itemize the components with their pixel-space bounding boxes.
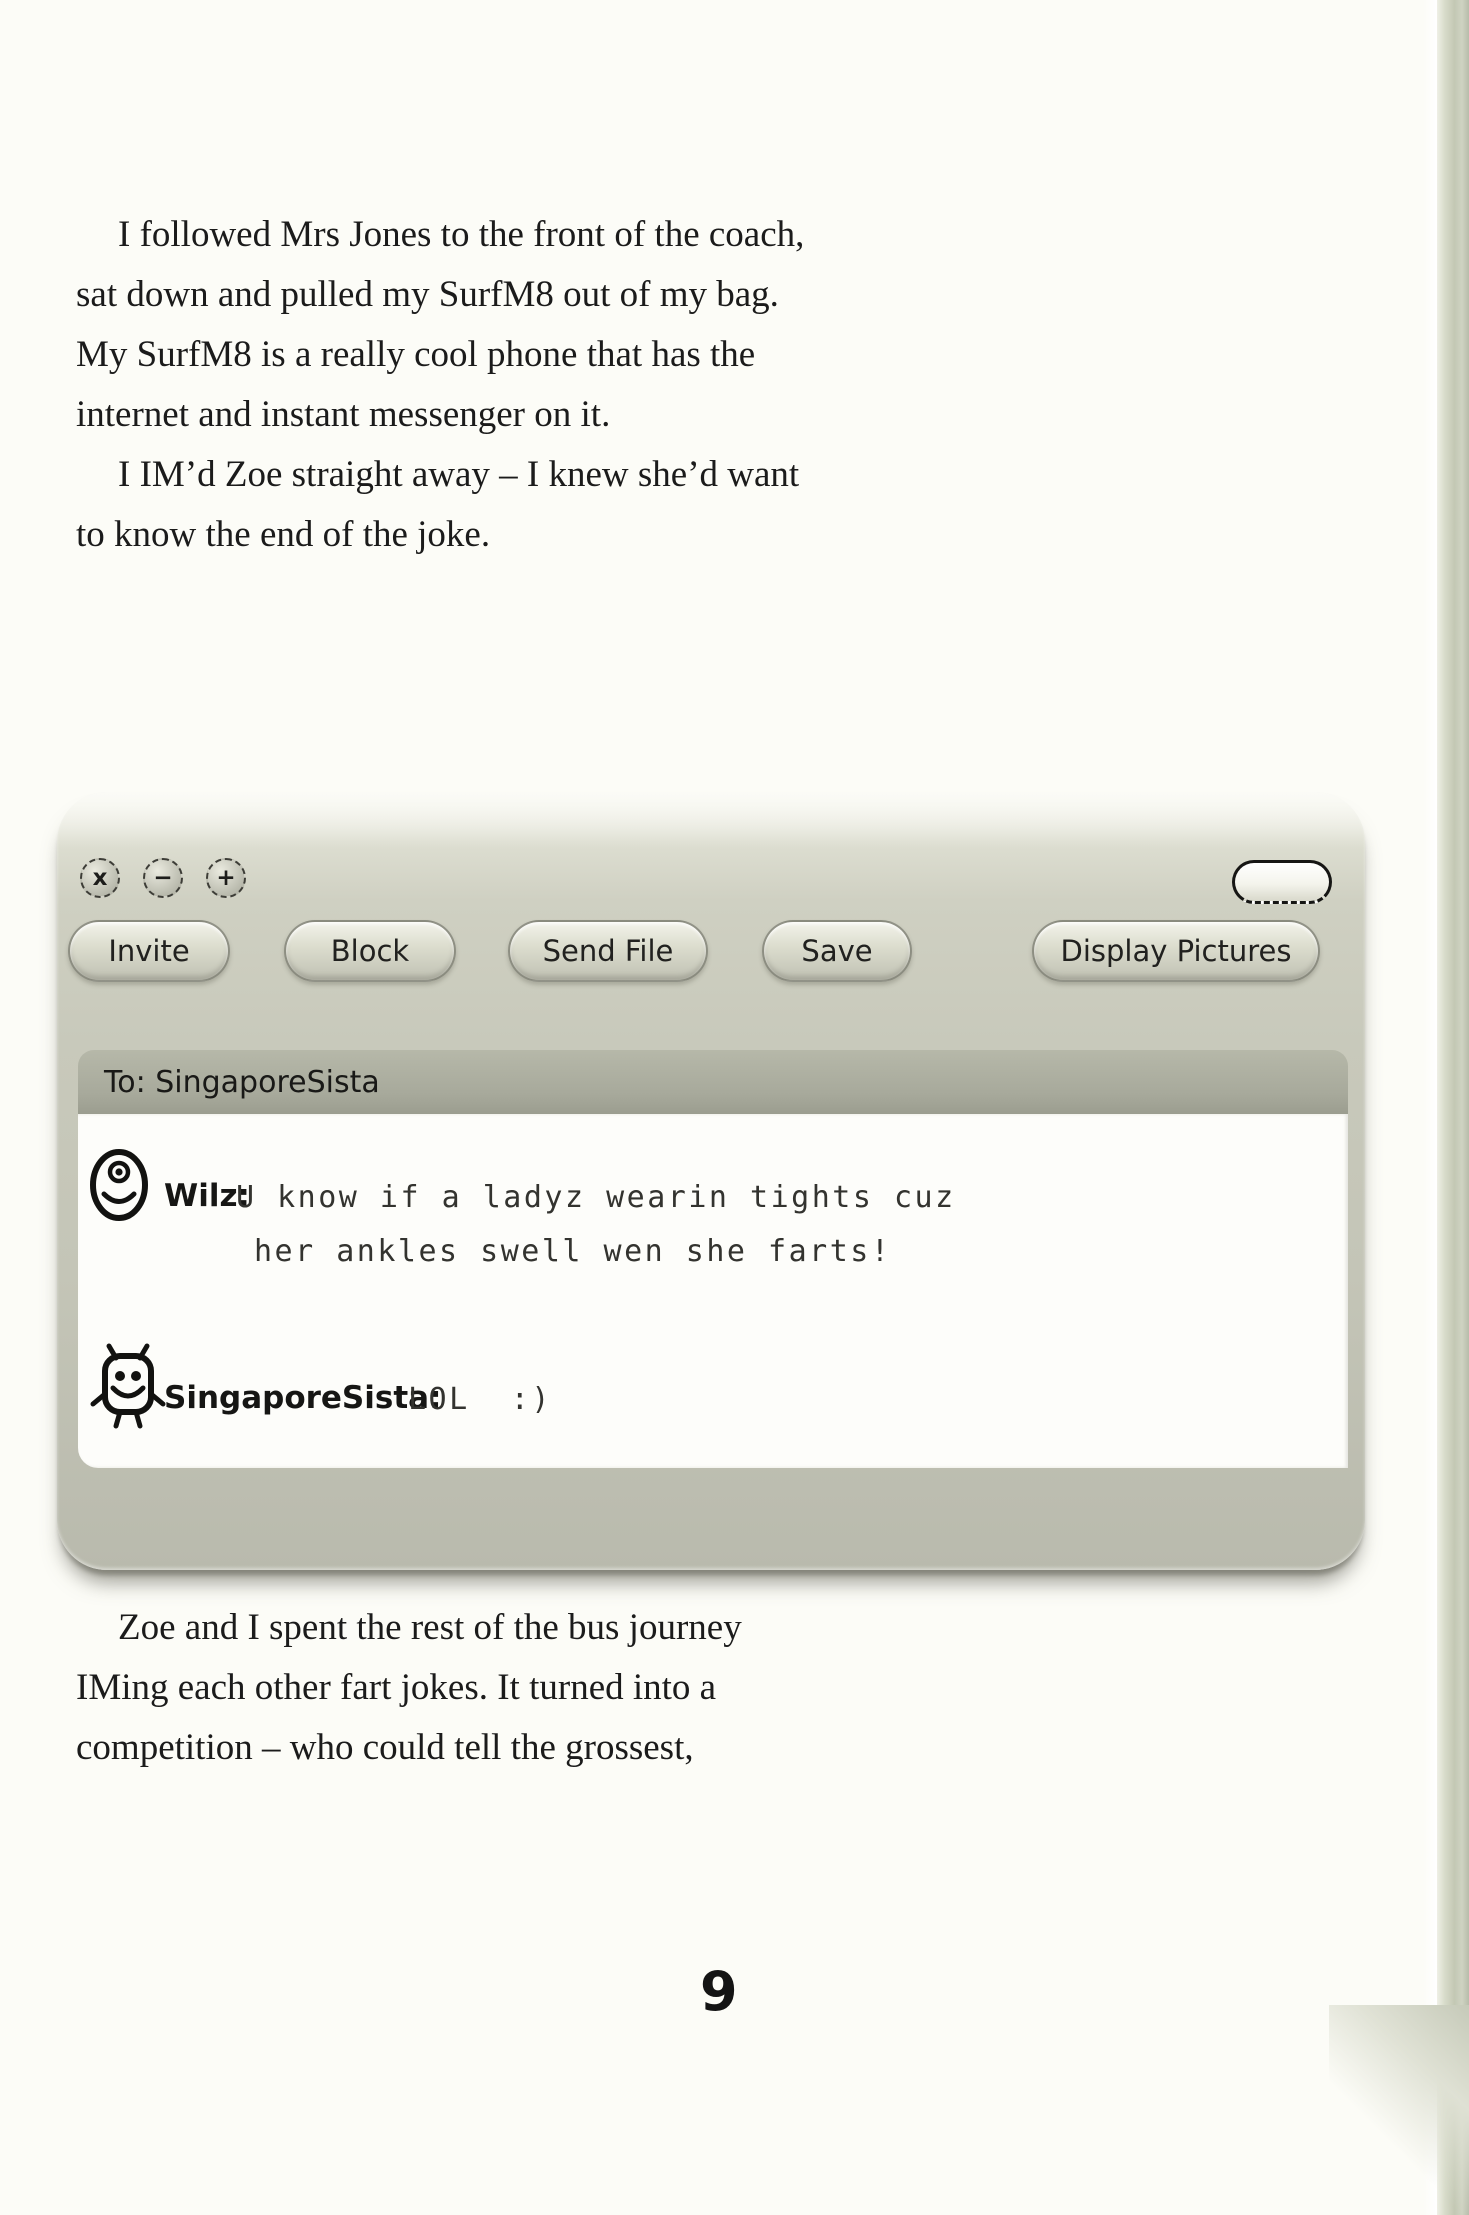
message-text: her ankles swell wen she farts! xyxy=(254,1234,892,1269)
send-file-button[interactable]: Send File xyxy=(508,920,708,982)
maximize-icon: + xyxy=(216,864,236,891)
message-sender: Wilz: xyxy=(164,1178,250,1214)
recipient-label: To: SingaporeSista xyxy=(104,1064,380,1100)
message-text: U know if a ladyz wearin tights cuz xyxy=(236,1180,956,1215)
close-icon: x xyxy=(92,864,108,891)
chat-box xyxy=(78,1050,1348,1468)
page-edge-shadow xyxy=(1437,0,1469,2215)
close-button[interactable] xyxy=(80,858,120,898)
page-edge-highlight xyxy=(1423,0,1437,2215)
block-button[interactable]: Block xyxy=(284,920,456,982)
cyclops-smiley-icon xyxy=(88,1146,150,1229)
story-line: I IM’d Zoe straight away – I knew she’d want xyxy=(118,454,800,495)
page-number: 9 xyxy=(700,1960,738,2023)
recipient-bar xyxy=(78,1050,1348,1114)
maximize-button[interactable] xyxy=(206,858,246,898)
minimize-button[interactable] xyxy=(143,858,183,898)
im-window xyxy=(57,792,1365,1570)
story-line: to know the end of the joke. xyxy=(76,514,491,555)
window-top-fade xyxy=(57,792,1365,848)
save-button[interactable]: Save xyxy=(762,920,912,982)
minimize-icon: − xyxy=(153,864,173,891)
story-line: My SurfM8 is a really cool phone that has the xyxy=(76,334,756,375)
message-sender: SingaporeSista: xyxy=(164,1380,442,1416)
story-paragraph-1 xyxy=(76,205,956,565)
display-pictures-button[interactable]: Display Pictures xyxy=(1032,920,1320,982)
story-line: competition – who could tell the grossest, xyxy=(76,1727,694,1768)
story-line: Zoe and I spent the rest of the bus journey xyxy=(118,1607,742,1648)
story-line: I followed Mrs Jones to the front of the coach, xyxy=(118,214,805,255)
story-line: internet and instant messenger on it. xyxy=(76,394,611,435)
story-line: IMing each other fart jokes. It turned into a xyxy=(76,1667,717,1708)
message-text: LOL :) xyxy=(408,1382,552,1417)
bug-smiley-icon xyxy=(90,1342,166,1435)
chat-history xyxy=(78,1114,1348,1468)
story-paragraph-2 xyxy=(76,1598,956,1778)
invite-button[interactable]: Invite xyxy=(68,920,230,982)
story-line: sat down and pulled my SurfM8 out of my bag. xyxy=(76,274,779,315)
titlebar-pill-button[interactable] xyxy=(1232,860,1332,904)
page-corner-curl xyxy=(1329,2005,1469,2215)
